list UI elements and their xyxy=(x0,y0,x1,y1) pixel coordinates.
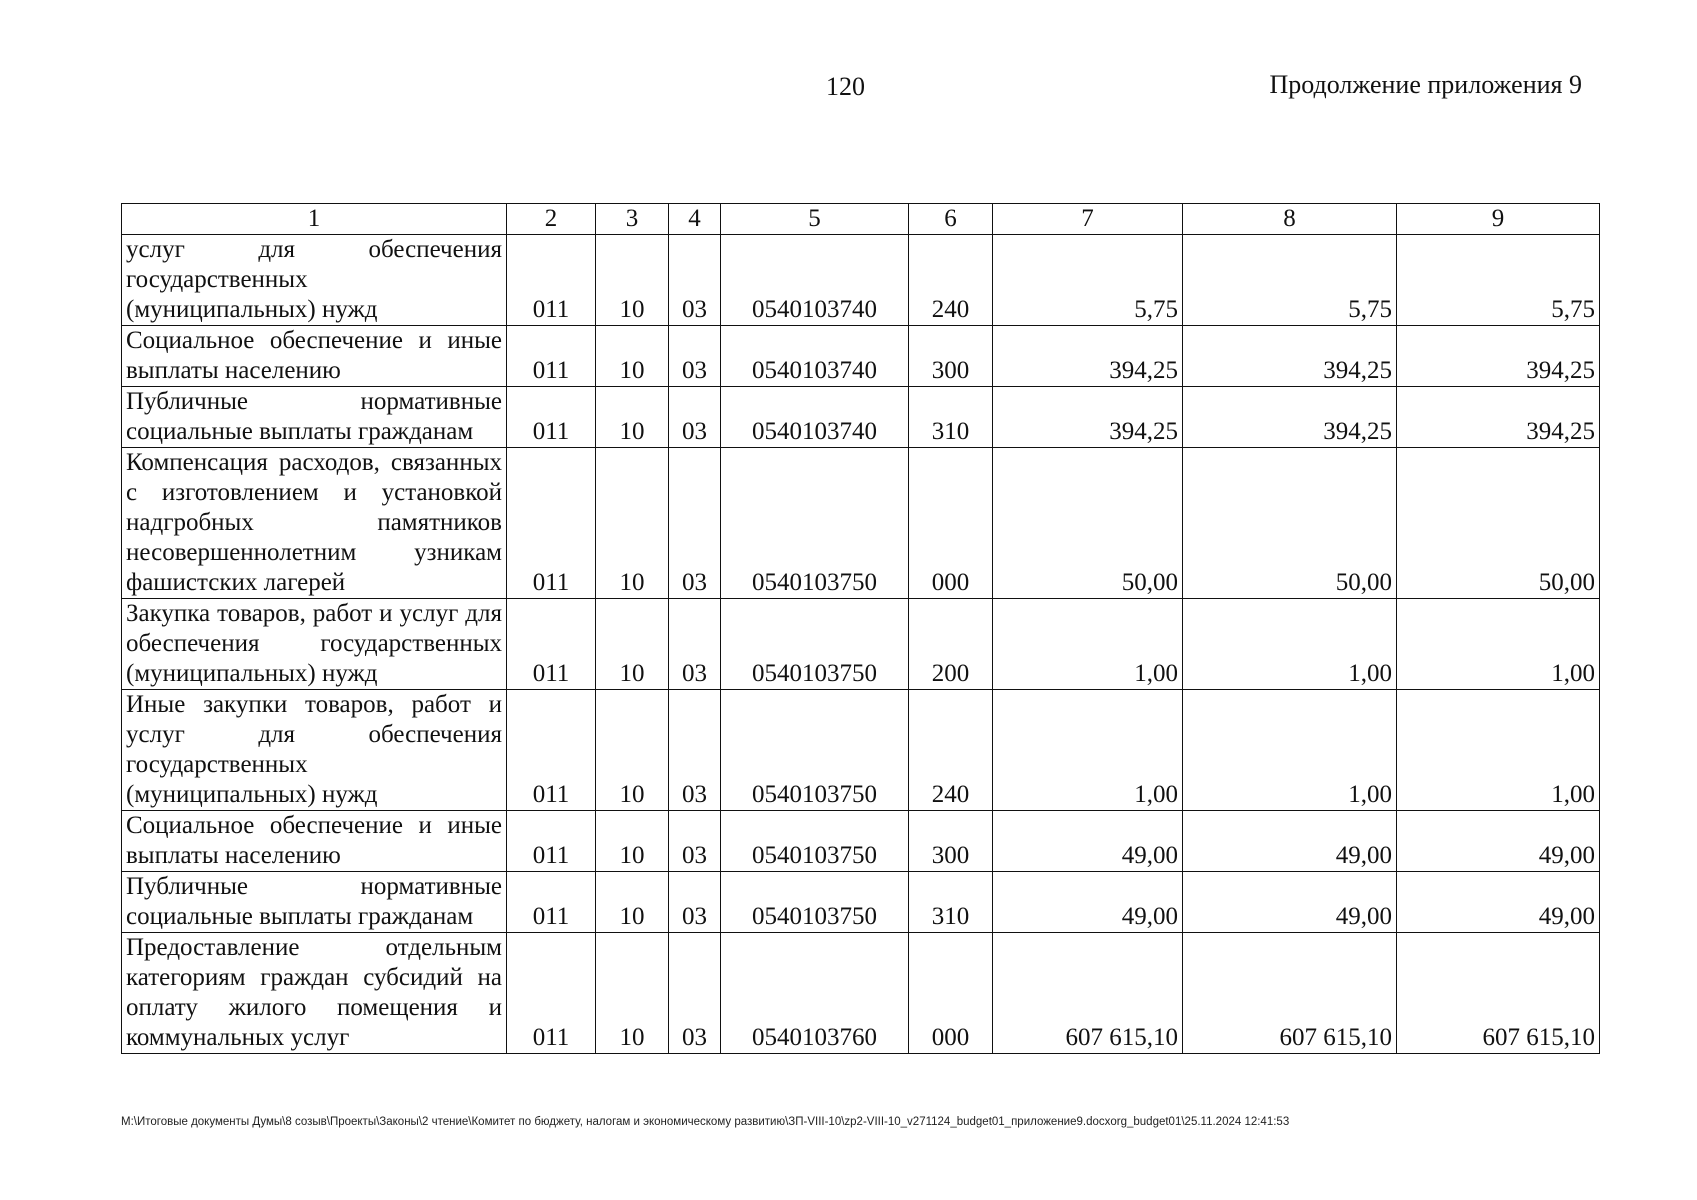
row-description: Предоставление отдельным категориям граждан субсидий на оплату жилого помещения и коммунальных услуг xyxy=(122,933,507,1054)
column-header: 9 xyxy=(1397,204,1600,235)
subsection-code: 03 xyxy=(669,811,721,872)
column-header: 2 xyxy=(507,204,596,235)
amount-col9: 394,25 xyxy=(1397,387,1600,448)
section-code: 10 xyxy=(596,690,669,811)
ministry-code: 011 xyxy=(507,326,596,387)
table-row xyxy=(122,933,1600,1054)
ministry-code: 011 xyxy=(507,599,596,690)
target-article-code: 0540103750 xyxy=(721,872,909,933)
row-description: Закупка товаров, работ и услуг для обеспечения государственных (муниципальных) нужд xyxy=(122,599,507,690)
ministry-code: 011 xyxy=(507,387,596,448)
table-row xyxy=(122,690,1600,811)
amount-col7: 49,00 xyxy=(993,811,1183,872)
amount-col9: 607 615,10 xyxy=(1397,933,1600,1054)
expense-type-code: 000 xyxy=(909,933,993,1054)
expense-type-code: 240 xyxy=(909,690,993,811)
amount-col9: 49,00 xyxy=(1397,872,1600,933)
subsection-code: 03 xyxy=(669,872,721,933)
page-number: 120 xyxy=(826,72,865,101)
amount-col8: 1,00 xyxy=(1183,599,1397,690)
row-description: Иные закупки товаров, работ и услуг для обеспечения государственных (муниципальных) нужд xyxy=(122,690,507,811)
amount-col9: 1,00 xyxy=(1397,690,1600,811)
expense-type-code: 300 xyxy=(909,326,993,387)
row-description: Публичные нормативные социальные выплаты гражданам xyxy=(122,872,507,933)
table-row xyxy=(122,872,1600,933)
subsection-code: 03 xyxy=(669,326,721,387)
amount-col9: 394,25 xyxy=(1397,326,1600,387)
table-row xyxy=(122,387,1600,448)
amount-col7: 607 615,10 xyxy=(993,933,1183,1054)
ministry-code: 011 xyxy=(507,872,596,933)
target-article-code: 0540103740 xyxy=(721,387,909,448)
table-row xyxy=(122,599,1600,690)
subsection-code: 03 xyxy=(669,599,721,690)
amount-col8: 607 615,10 xyxy=(1183,933,1397,1054)
amount-col7: 1,00 xyxy=(993,690,1183,811)
subsection-code: 03 xyxy=(669,933,721,1054)
expense-type-code: 000 xyxy=(909,448,993,599)
column-header: 3 xyxy=(596,204,669,235)
amount-col8: 394,25 xyxy=(1183,387,1397,448)
target-article-code: 0540103750 xyxy=(721,448,909,599)
target-article-code: 0540103750 xyxy=(721,811,909,872)
ministry-code: 011 xyxy=(507,933,596,1054)
expense-type-code: 300 xyxy=(909,811,993,872)
expense-type-code: 200 xyxy=(909,599,993,690)
target-article-code: 0540103760 xyxy=(721,933,909,1054)
column-header: 7 xyxy=(993,204,1183,235)
amount-col7: 50,00 xyxy=(993,448,1183,599)
ministry-code: 011 xyxy=(507,690,596,811)
section-code: 10 xyxy=(596,872,669,933)
row-description: Публичные нормативные социальные выплаты гражданам xyxy=(122,387,507,448)
row-description: услуг для обеспечения государственных (муниципальных) нужд xyxy=(122,235,507,326)
expense-type-code: 310 xyxy=(909,387,993,448)
amount-col7: 49,00 xyxy=(993,872,1183,933)
amount-col7: 1,00 xyxy=(993,599,1183,690)
table-row xyxy=(122,448,1600,599)
column-header: 8 xyxy=(1183,204,1397,235)
section-code: 10 xyxy=(596,326,669,387)
amount-col7: 5,75 xyxy=(993,235,1183,326)
ministry-code: 011 xyxy=(507,448,596,599)
target-article-code: 0540103740 xyxy=(721,326,909,387)
section-code: 10 xyxy=(596,235,669,326)
expense-type-code: 240 xyxy=(909,235,993,326)
column-header: 1 xyxy=(122,204,507,235)
amount-col9: 1,00 xyxy=(1397,599,1600,690)
amount-col9: 49,00 xyxy=(1397,811,1600,872)
amount-col8: 1,00 xyxy=(1183,690,1397,811)
section-code: 10 xyxy=(596,448,669,599)
file-path-footer: М:\Итоговые документы Думы\8 созыв\Проекты\Законы\2 чтение\Комитет по бюджету, налогам и экономическому развитию\ЗП-VIII-10\zp2-VIII-10_v271124_budget01_приложение9.docxorg_budget01\25.11.2024 12:41:53 xyxy=(121,1116,1290,1128)
target-article-code: 0540103750 xyxy=(721,599,909,690)
subsection-code: 03 xyxy=(669,235,721,326)
appendix-continuation-label: Продолжение приложения 9 xyxy=(1269,70,1582,99)
expense-type-code: 310 xyxy=(909,872,993,933)
row-description: Компенсация расходов, связанных с изготовлением и установкой надгробных памятников несовершеннолетним узникам фашистских лагерей xyxy=(122,448,507,599)
target-article-code: 0540103740 xyxy=(721,235,909,326)
subsection-code: 03 xyxy=(669,448,721,599)
section-code: 10 xyxy=(596,811,669,872)
column-number-row xyxy=(122,204,1600,235)
amount-col9: 5,75 xyxy=(1397,235,1600,326)
section-code: 10 xyxy=(596,599,669,690)
target-article-code: 0540103750 xyxy=(721,690,909,811)
amount-col9: 50,00 xyxy=(1397,448,1600,599)
column-header: 5 xyxy=(721,204,909,235)
amount-col8: 49,00 xyxy=(1183,811,1397,872)
ministry-code: 011 xyxy=(507,811,596,872)
amount-col8: 394,25 xyxy=(1183,326,1397,387)
subsection-code: 03 xyxy=(669,690,721,811)
amount-col7: 394,25 xyxy=(993,326,1183,387)
amount-col7: 394,25 xyxy=(993,387,1183,448)
amount-col8: 49,00 xyxy=(1183,872,1397,933)
table-row xyxy=(122,811,1600,872)
table-row xyxy=(122,326,1600,387)
row-description: Социальное обеспечение и иные выплаты населению xyxy=(122,811,507,872)
amount-col8: 5,75 xyxy=(1183,235,1397,326)
subsection-code: 03 xyxy=(669,387,721,448)
section-code: 10 xyxy=(596,933,669,1054)
amount-col8: 50,00 xyxy=(1183,448,1397,599)
row-description: Социальное обеспечение и иные выплаты населению xyxy=(122,326,507,387)
table-row xyxy=(122,235,1600,326)
column-header: 4 xyxy=(669,204,721,235)
ministry-code: 011 xyxy=(507,235,596,326)
column-header: 6 xyxy=(909,204,993,235)
budget-table xyxy=(121,203,1600,1054)
section-code: 10 xyxy=(596,387,669,448)
